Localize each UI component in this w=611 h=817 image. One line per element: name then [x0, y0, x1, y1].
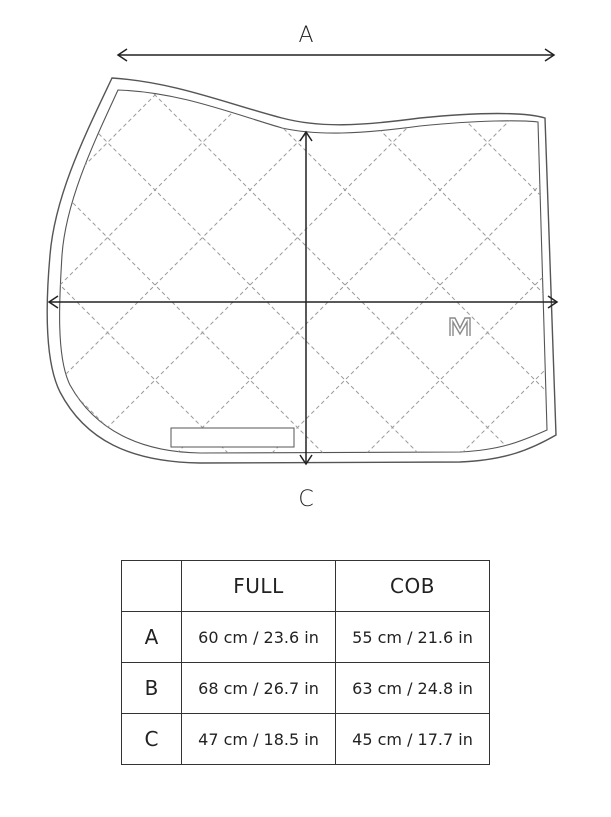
name-tag-patch — [171, 428, 294, 447]
row-label: A — [122, 612, 182, 663]
full-size-cell: 47 cm / 18.5 in — [182, 714, 336, 765]
dimension-a-label: A — [298, 23, 314, 48]
pad-outline — [47, 78, 556, 463]
header-full: FULL — [182, 561, 336, 612]
dimension-c-arrow — [300, 132, 312, 464]
size-chart-table — [121, 560, 490, 765]
quilt-stitch-line — [0, 0, 60, 520]
header-cob: COB — [336, 561, 490, 612]
table-row — [122, 663, 490, 714]
header-empty-cell — [122, 561, 182, 612]
dimension-b-arrow — [49, 296, 557, 308]
quilt-stitch-line — [250, 0, 611, 520]
table-row — [122, 612, 490, 663]
dimension-a-arrow — [118, 49, 554, 61]
quilt-stitch-line — [0, 0, 155, 520]
quilt-stitch-line — [0, 0, 90, 520]
full-size-cell: 68 cm / 26.7 in — [182, 663, 336, 714]
quilt-stitch-line — [600, 0, 611, 520]
cob-size-cell: 45 cm / 17.7 in — [336, 714, 490, 765]
quilt-stitch-line — [345, 0, 611, 520]
quilt-stitch-line — [315, 0, 611, 520]
dimension-c-label: C — [298, 487, 314, 512]
pad-binding-outline — [60, 90, 547, 453]
quilt-stitch-line — [60, 0, 611, 520]
table-header-row — [122, 561, 490, 612]
row-label: B — [122, 663, 182, 714]
cob-size-cell: 63 cm / 24.8 in — [336, 663, 490, 714]
quilt-stitch-line — [410, 0, 611, 520]
m-monogram-logo-icon — [450, 318, 470, 336]
quilt-stitch-line — [535, 0, 611, 520]
quilt-stitch-line — [505, 0, 611, 520]
full-size-cell: 60 cm / 23.6 in — [182, 612, 336, 663]
cob-size-cell: 55 cm / 21.6 in — [336, 612, 490, 663]
quilt-stitch-line — [0, 0, 185, 520]
row-label: C — [122, 714, 182, 765]
table-row — [122, 714, 490, 765]
